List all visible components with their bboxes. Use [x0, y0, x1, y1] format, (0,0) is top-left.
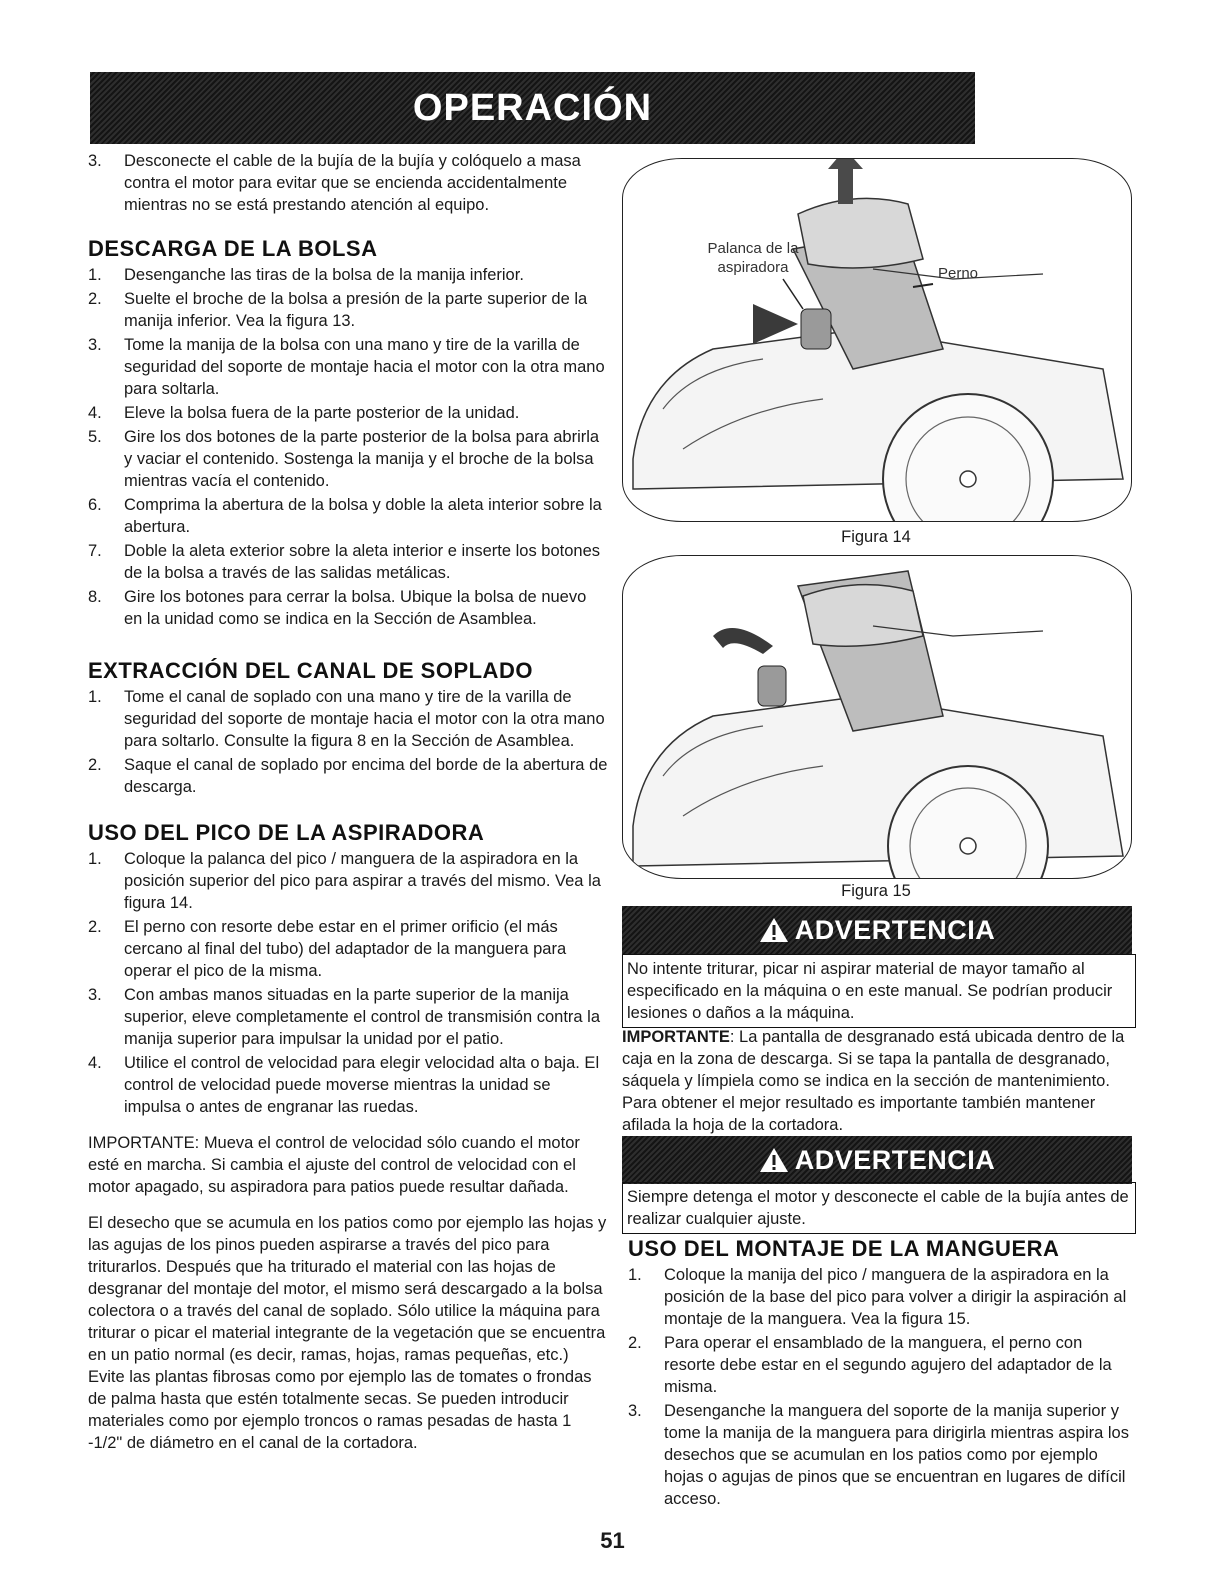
list-item: 7. Doble la aleta exterior sobre la aleta interior e inserte los botones de la bolsa a través de las salidas metálicas. — [88, 542, 601, 582]
descarga-steps — [88, 264, 608, 630]
page-number: 51 — [600, 1528, 625, 1553]
important-label: IMPORTANTE — [622, 1028, 730, 1046]
intro-list — [88, 150, 608, 216]
manguera-section — [628, 1238, 1133, 1512]
list-item: 3. Con ambas manos situadas en la parte superior de la manija superior, eleve completamente el control de transmisión contra la manija superior para impulsar la unidad por el patio. — [88, 986, 600, 1048]
list-item: 2. Saque el canal de soplado por encima del borde de la abertura de descarga. — [88, 756, 608, 796]
page-title: OPERACIÓN — [412, 86, 653, 129]
warning-text-2: Siempre detenga el motor y desconecte el cable de la bujía antes de realizar cualquier ajuste. — [622, 1182, 1136, 1234]
figure-14-illustration — [623, 159, 1131, 521]
list-item: 5. Gire los dos botones de la parte posterior de la bolsa para abrirla y vaciar el contenido. Sostenga la manija y el broche de la bolsa mientras vacía el contenido. — [88, 428, 600, 490]
extraccion-steps — [88, 686, 608, 798]
section-heading-pico: USO DEL PICO DE LA ASPIRADORA — [88, 820, 485, 845]
page-header-banner — [90, 72, 975, 144]
list-item: 1. Desenganche las tiras de la bolsa de la manija inferior. — [88, 266, 524, 284]
list-item: 4. Eleve la bolsa fuera de la parte posterior de la unidad. — [88, 404, 520, 422]
list-item: 1. Coloque la palanca del pico / manguera de la aspiradora en la posición superior del pico para aspirar a través del mismo. Vea la figura 14. — [88, 850, 601, 912]
warning-triangle-icon — [759, 1147, 789, 1173]
important-note-pantalla: IMPORTANTE: La pantalla de desgranado está ubicada dentro de la caja en la zona de descarga. Si se tapa la pantalla de desgranado, sáquela y límpiela como se indica en la sección de mantenimiento. Para obtener el mejor resultado es importante también mantener afilada la hoja de la cortadora. — [622, 1028, 1125, 1134]
warning-triangle-icon — [759, 917, 789, 943]
body-paragraph-desecho: El desecho que se acumula en los patios como por ejemplo las hojas y las agujas de los pinos pueden aspirarse a través del pico para triturarlos. Después que ha triturado el material con las hojas de desgranar del montaje del motor, el mismo será descargado a la bolsa colectora o a través del canal de soplado. Sólo utilice la máquina para triturar o picar el material integrante de la vegetación que se encuentra en un patio normal (es decir, ramas, hojas, ramas pequeñas, etc.) Evite las plantas fibrosas como por ejemplo las de tomates o frondas de palma hasta que estén totalmente secas. Se pueden introducir materiales como por ejemplo troncos o ramas pesadas de hasta 1 -1/2" de diámetro en el canal de la cortadora. — [88, 1214, 607, 1452]
figure-15-illustration — [623, 556, 1131, 878]
list-item: 2. Para operar el ensamblado de la manguera, el perno con resorte debe estar en el segundo agujero del adaptador de la misma. — [628, 1334, 1112, 1396]
list-item: 1. Coloque la manija del pico / manguera de la aspiradora en la posición de la base del pico para volver a dirigir la aspiración al montaje de la manguera. Vea la figura 15. — [628, 1266, 1127, 1328]
section-heading-descarga: DESCARGA DE LA BOLSA — [88, 236, 378, 261]
warning-text-1: No intente triturar, picar ni aspirar material de mayor tamaño al especificado en la máquina o en este manual. Se podrían producir lesiones o daños a la máquina. — [622, 954, 1136, 1028]
warning-banner-1 — [622, 906, 1132, 954]
list-item: 2. El perno con resorte debe estar en el primer orificio (el más cercano al final del tubo) del adaptador de la manguera para operar el pico de la misma. — [88, 918, 567, 980]
section-heading-extraccion: EXTRACCIÓN DEL CANAL DE SOPLADO — [88, 658, 533, 683]
pico-steps — [88, 848, 608, 1118]
section-heading-manguera: USO DEL MONTAJE DE LA MANGUERA — [628, 1236, 1060, 1261]
list-item: 6. Comprima la abertura de la bolsa y doble la aleta interior sobre la abertura. — [88, 496, 602, 536]
list-item: 2. Suelte el broche de la bolsa a presión de la parte superior de la manija inferior. Vea la figura 13. — [88, 290, 588, 330]
list-item: 3. Tome la manija de la bolsa con una mano y tire de la varilla de seguridad del soporte de montaje hacia el motor con la otra mano para soltarla. — [88, 336, 605, 398]
figure-15 — [622, 555, 1132, 879]
list-item: 3. Desenganche la manguera del soporte de la manija superior y tome la manija de la manguera para dirigirla mientras aspira los desechos que se acumulan en los patios como por ejemplo hojas o agujas de pinos que se encuentran en lugares de difícil acceso. — [628, 1402, 1129, 1508]
manguera-steps — [628, 1264, 1133, 1510]
list-item: 1. Tome el canal de soplado con una mano y tire de la varilla de seguridad del soporte de montaje hacia el motor con la otra mano para soltarlo. Consulte la figura 8 en la Sección de Asamblea. — [88, 688, 605, 750]
warning-title-1: ADVERTENCIA — [794, 914, 996, 945]
list-item: 4. Utilice el control de velocidad para elegir velocidad alta o baja. El control de velocidad puede moverse mientras la unidad se impulsa o antes de engranar las ruedas. — [88, 1054, 600, 1116]
label-perno: Perno — [938, 265, 979, 282]
warning-banner-2 — [622, 1136, 1132, 1184]
figure-14 — [622, 158, 1132, 522]
figure-14-caption: Figura 14 — [841, 528, 911, 546]
important-note-velocidad: IMPORTANTE: Mueva el control de velocidad sólo cuando el motor esté en marcha. Si cambia el ajuste del control de velocidad con el motor apagado, su aspiradora para patios puede resultar dañada. — [88, 1134, 580, 1196]
figure-15-caption: Figura 15 — [841, 882, 911, 900]
label-palanca: Palanca de la aspiradora — [707, 240, 799, 276]
warning-title-2: ADVERTENCIA — [794, 1144, 996, 1175]
left-column — [88, 150, 608, 1454]
list-item: 3. Desconecte el cable de la bujía de la bujía y colóquelo a masa contra el motor para evitar que se encienda accidentalmente mientras no se está prestando atención al equipo. — [88, 152, 581, 214]
list-item: 8. Gire los botones para cerrar la bolsa. Ubique la bolsa de nuevo en la unidad como se indica en la Sección de Asamblea. — [88, 588, 587, 628]
